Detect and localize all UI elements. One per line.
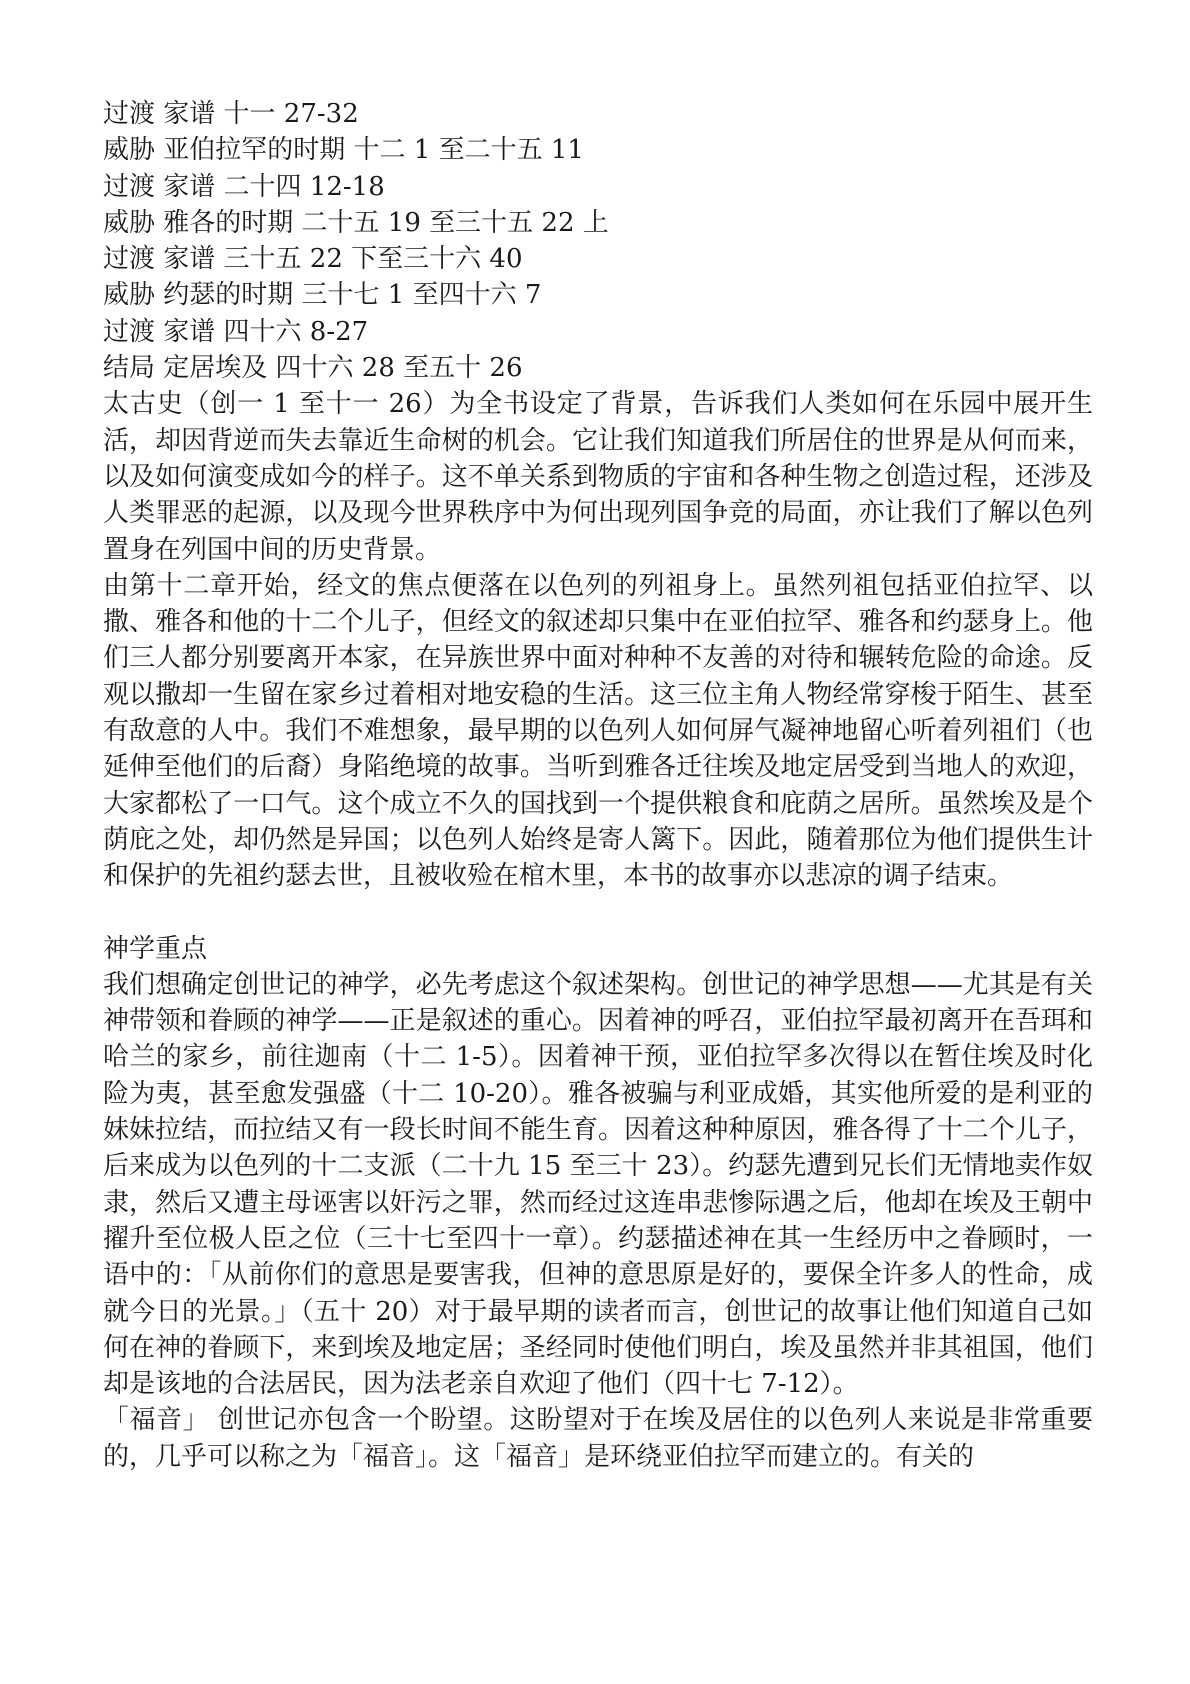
section-heading: 神学重点 xyxy=(103,933,208,964)
body-paragraph-gospel: 「福音」 创世记亦包含一个盼望。这盼望对于在埃及居住的以色列人来说是非常重要的，几乎可以称之为「福音」。这「福音」是环绕亚伯拉罕而建立的。有关的 xyxy=(103,1405,1093,1472)
outline-line: 过渡 家谱 四十六 8-27 xyxy=(103,316,369,347)
outline-line: 威胁 雅各的时期 二十五 19 至三十五 22 上 xyxy=(103,207,609,238)
outline-line: 过渡 家谱 三十五 22 下至三十六 40 xyxy=(103,244,523,275)
body-paragraph-theology: 我们想确定创世记的神学，必先考虑这个叙述架构。创世记的神学思想——尤其是有关神带领和眷顾的神学——正是叙述的重心。因着神的呼召，亚伯拉罕最初离开在吾珥和哈兰的家乡，前往迦南（十二 1-5）。因着神干预，亚伯拉罕多次得以在暂住埃及时化险为夷，甚至愈发强盛（十二 10-20）。雅各被骗与利亚成婚，其实他所爱的是利亚的妹妹拉结，而拉结又有一段长时间不能生育。因着这种种原因，雅各得了十二个儿子，后来成为以色列的十二支派（二十九 15 至三十 23）。约瑟先遭到兄长们无情地卖作奴隶，然后又遭主母诬害以奸污之罪，然而经过这连串悲惨际遇之后，他却在埃及王朝中擢升至位极人臣之位（三十七至四十一章）。约瑟描述神在其一生经历中之眷顾时，一语中的：「从前你们的意思是要害我，但神的意思原是好的，要保全许多人的性命，成就今日的光景。」（五十 20）对于最早期的读者而言，创世记的故事让他们知道自己如何在神的眷顾下，来到埃及地定居；圣经同时使他们明白，埃及虽然并非其祖国，他们却是该地的合法居民，因为法老亲自欢迎了他们（四十七 7-12）。 xyxy=(103,969,1093,1400)
outline-line: 威胁 亚伯拉罕的时期 十二 1 至二十五 11 xyxy=(103,135,584,166)
document-page xyxy=(103,96,1093,1475)
outline-line: 过渡 家谱 二十四 12-18 xyxy=(103,171,385,202)
body-paragraph-primeval-history: 太古史（创一 1 至十一 26）为全书设定了背景，告诉我们人类如何在乐园中展开生活，却因背逆而失去靠近生命树的机会。它让我们知道我们所居住的世界是从何而来，以及如何演变成如今的样子。这不单关系到物质的宇宙和各种生物之创造过程，还涉及人类罪恶的起源，以及现今世界秩序中为何出现列国争竞的局面，亦让我们了解以色列置身在列国中间的历史背景。 xyxy=(103,389,1093,565)
outline-line: 过渡 家谱 十一 27-32 xyxy=(103,99,359,129)
outline-list xyxy=(103,96,1093,386)
outline-line: 结局 定居埃及 四十六 28 至五十 26 xyxy=(103,353,523,384)
outline-line: 威胁 约瑟的时期 三十七 1 至四十六 7 xyxy=(103,280,542,311)
body-paragraph-patriarchs: 由第十二章开始，经文的焦点便落在以色列的列祖身上。虽然列祖包括亚伯拉罕、以撒、雅各和他的十二个儿子，但经文的叙述却只集中在亚伯拉罕、雅各和约瑟身上。他们三人都分别要离开本家，在异族世界中面对种种不友善的对待和辗转危险的命途。反观以撒却一生留在家乡过着相对地安稳的生活。这三位主角人物经常穿梭于陌生、甚至有敌意的人中。我们不难想象，最早期的以色列人如何屏气凝神地留心听着列祖们（也延伸至他们的后裔）身陷绝境的故事。当听到雅各迁往埃及地定居受到当地人的欢迎，大家都松了一口气。这个成立不久的国找到一个提供粮食和庇荫之居所。虽然埃及是个荫庇之处，却仍然是异国；以色列人始终是寄人篱下。因此，随着那位为他们提供生计和保护的先祖约瑟去世，且被收殓在棺木里，本书的故事亦以悲凉的调子结束。 xyxy=(103,570,1093,892)
